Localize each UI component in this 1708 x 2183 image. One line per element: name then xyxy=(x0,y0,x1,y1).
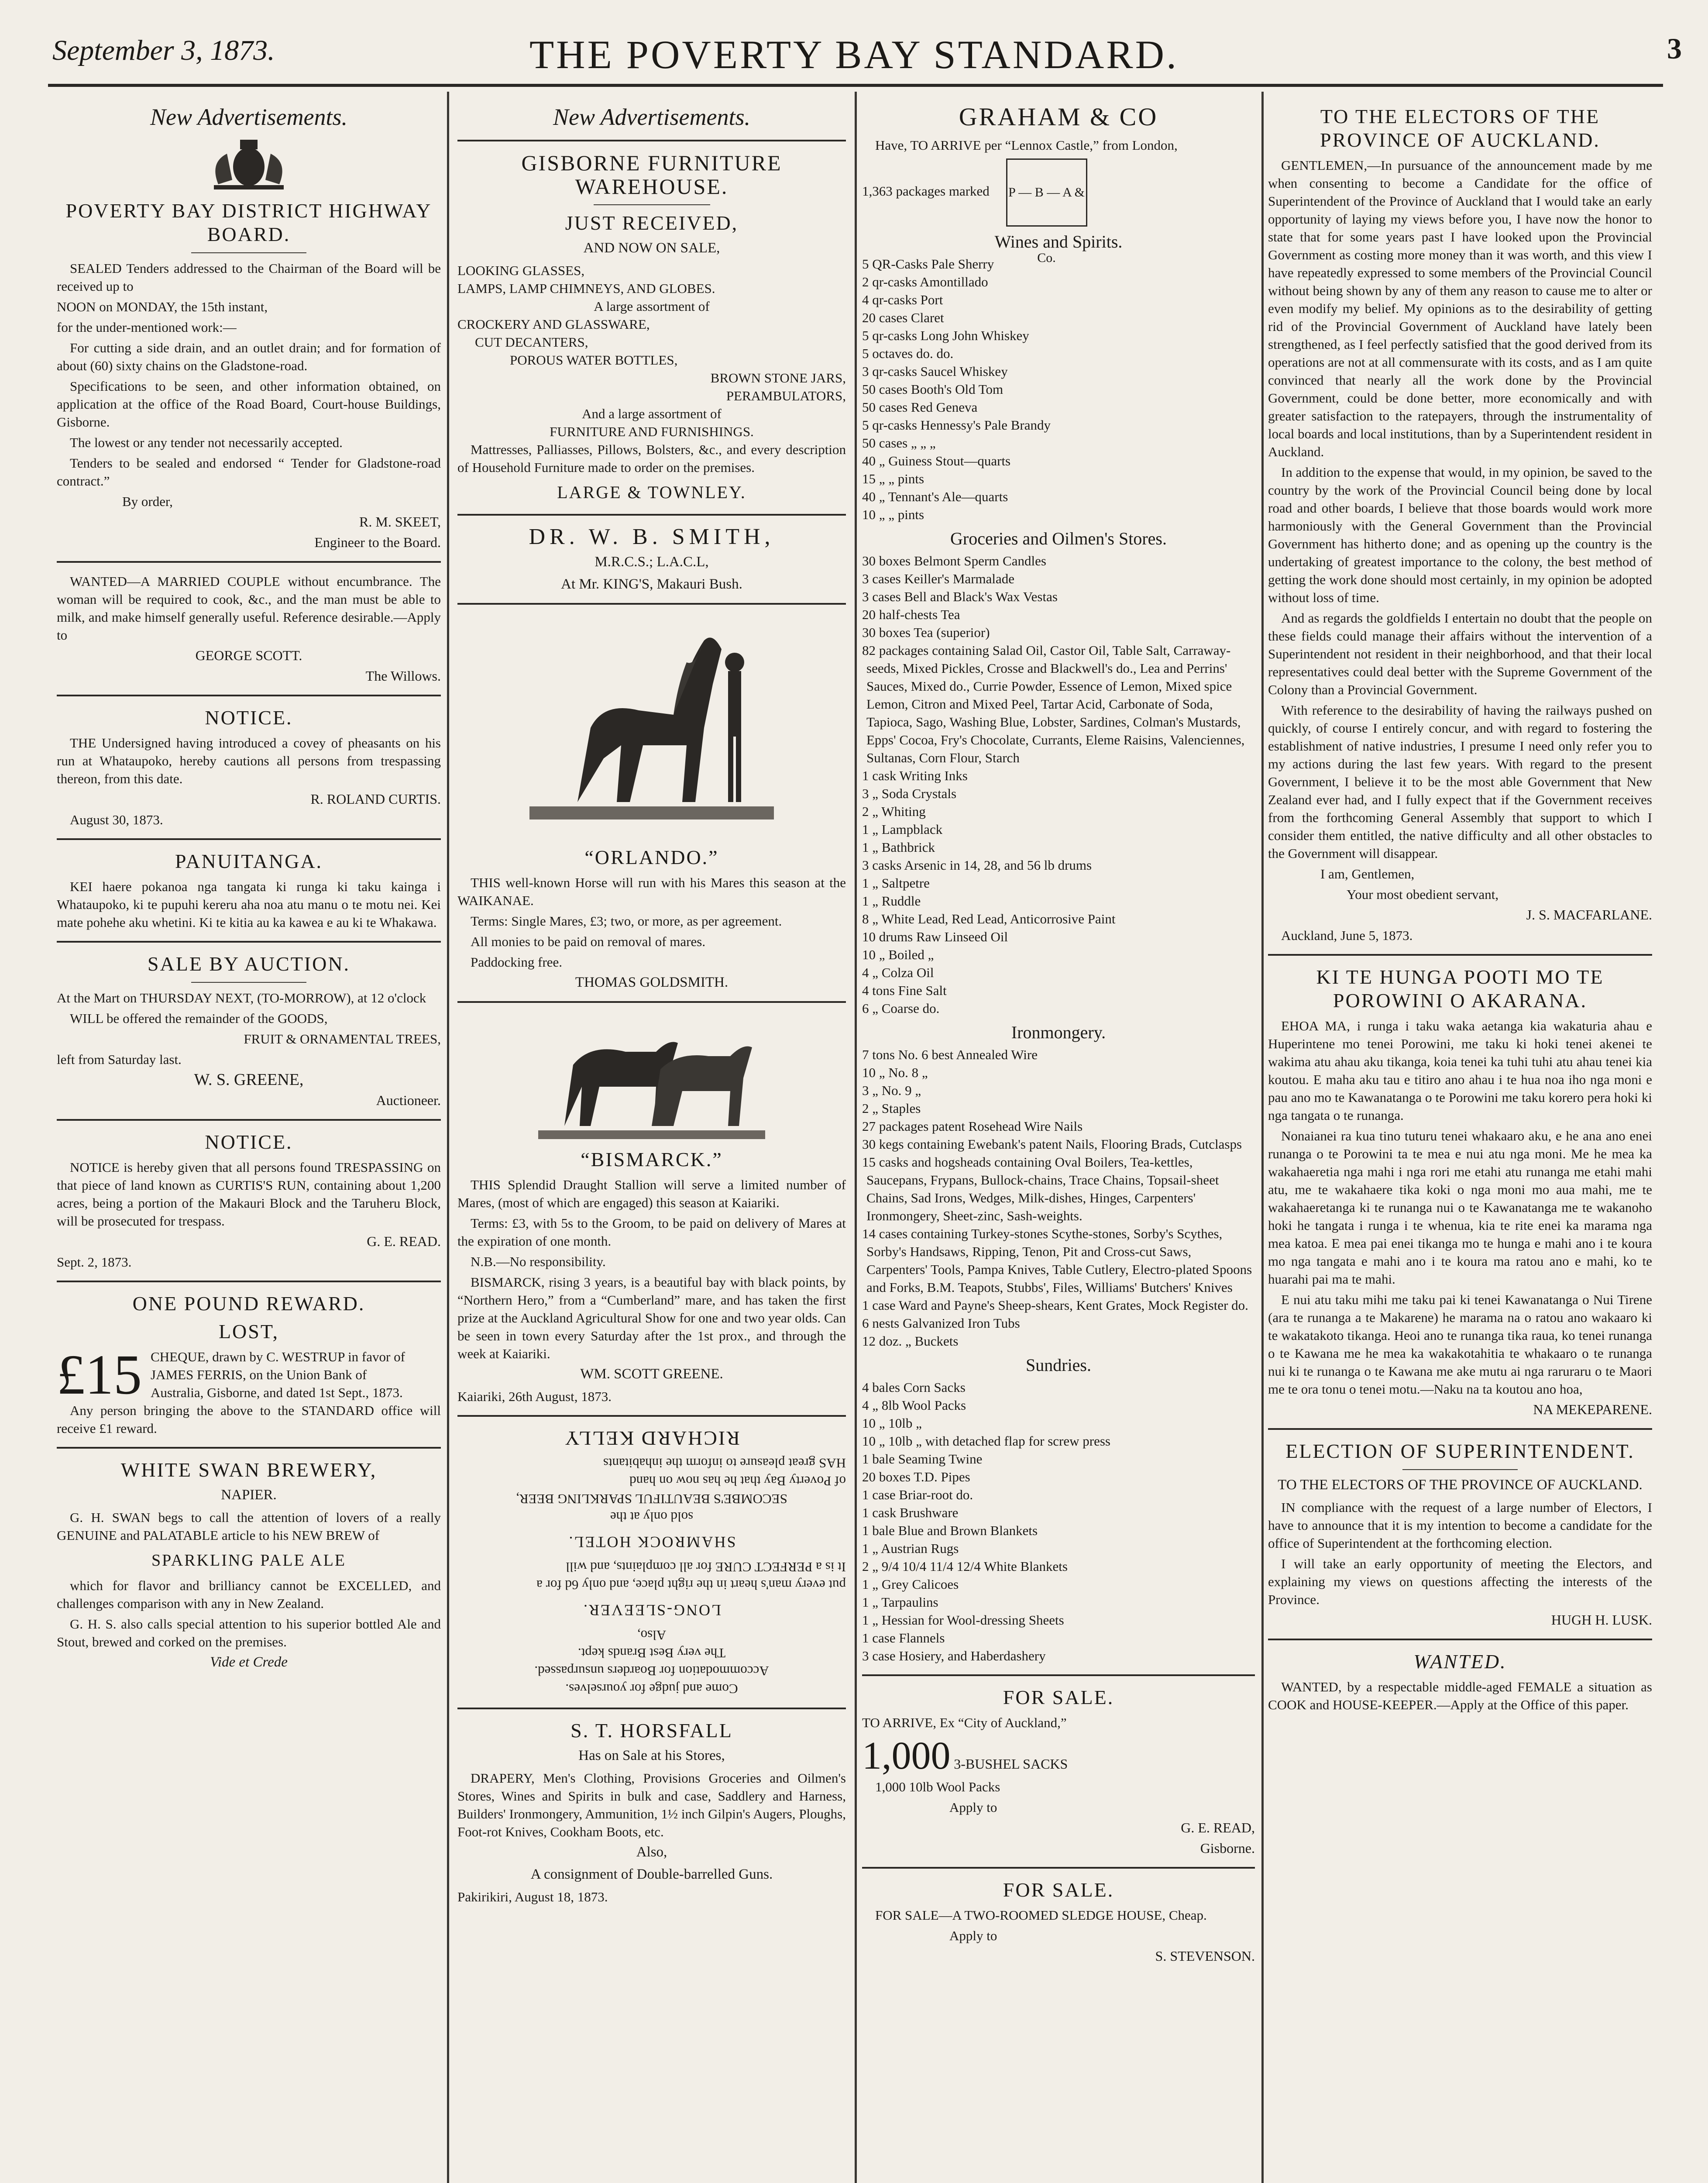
ad-text: Any person bringing the above to the STANDARD office will receive £1 reward. xyxy=(57,1403,441,1436)
list-item: 2 qr-casks Amontillado xyxy=(862,274,988,289)
ad-title: GRAHAM & CO xyxy=(959,103,1158,131)
ad-text: FOR SALE—A TWO-ROOMED SLEDGE HOUSE, Cheap. xyxy=(875,1908,1207,1923)
list-item: 1 cask Writing Inks xyxy=(862,768,968,783)
list-item: 14 cases containing Turkey-stones Scythe-stones, Sorby's Scythes, Sorby's Handsaws, Ripping, Tenon, Pit and Cross-cut Saws, Carpenters' Tools, Pampa Knives, Table Cutlery, Electro-plated Spoons and Forks, B.M. Teapots, Stubbs', Files, Williams' Butchers' Knives xyxy=(862,1226,1252,1295)
ad-title: WHITE SWAN BREWERY, xyxy=(120,1459,377,1481)
ad-title: FOR SALE. xyxy=(1003,1686,1114,1708)
ad-title: “BISMARCK.” xyxy=(581,1148,723,1171)
ad-title: POVERTY BAY DISTRICT HIGHWAY BOARD. xyxy=(65,200,432,245)
signature: G. E. READ, xyxy=(1181,1820,1255,1835)
list-item: 8 „ White Lead, Red Lead, Anticorrosive Paint xyxy=(862,911,1116,926)
list-item: 1 bale Blue and Brown Blankets xyxy=(862,1523,1038,1538)
ad-text: FRUIT & ORNAMENTAL TREES, xyxy=(244,1031,441,1047)
ad-date: Sept. 2, 1873. xyxy=(57,1254,132,1270)
ad-title: RICHARD KELLY xyxy=(564,1427,740,1450)
ad-line: Also, xyxy=(637,1628,667,1643)
ad-line: Also, xyxy=(636,1844,667,1860)
ad-line: A consignment of Double-barrelled Guns. xyxy=(530,1866,773,1882)
ad-subtitle: JUST RECEIVED, xyxy=(565,212,739,234)
ad-line: SECOMBE'S BEAUTIFUL SPARKLING BEER, xyxy=(516,1491,787,1507)
electors-address xyxy=(1268,105,1652,944)
list-item: 4 „ Colza Oil xyxy=(862,965,934,980)
ad-text: Apply to xyxy=(949,1928,997,1943)
list-item: 1 „ Grey Calicoes xyxy=(862,1577,959,1592)
doctor-ad xyxy=(457,525,846,593)
ad-line: It is a PERFECT CURE for all complaints, and will xyxy=(566,1560,846,1575)
list-item: 10 „ 10lb „ with detached flap for screw press xyxy=(862,1433,1110,1449)
ad-subtitle: LOST, xyxy=(218,1320,279,1343)
list-item: 1 case Ward and Payne's Sheep-shears, Kent Grates, Mock Register do. xyxy=(862,1298,1248,1313)
ad-text: 1,363 packages marked xyxy=(862,183,990,199)
ad-subtitle: AND NOW ON SALE, xyxy=(583,240,720,256)
list-item: 20 cases Claret xyxy=(862,310,944,325)
list-item: 10 „ No. 8 „ xyxy=(862,1065,928,1080)
panuitanga-ad xyxy=(57,850,441,931)
superintendent-election-ad xyxy=(1268,1439,1652,1629)
ad-text: For cutting a side drain, and an outlet drain; and for formation of about (60) sixty chains on the Gladstone-road. xyxy=(57,340,441,373)
ad-text: The lowest or any tender not necessarily accepted. xyxy=(70,435,343,450)
list-item: 1 case Flannels xyxy=(862,1630,945,1646)
ad-date: August 30, 1873. xyxy=(70,812,163,827)
ad-text: DRAPERY, Men's Clothing, Provisions Groceries and Oilmen's Stores, Wines and Spirits in bulk and case, Saddlery and Harness, Builders' Ironmongery, Ammunition, 1½ inch Gilpin's Augers, Ploughs, Foot-rot Knives, Cookham Boots, etc. xyxy=(457,1770,846,1839)
ad-text: Have, TO ARRIVE per “Lennox Castle,” from London, xyxy=(875,138,1178,153)
page-header xyxy=(0,0,1708,77)
ad-text: Apply to xyxy=(949,1800,997,1815)
header-rule xyxy=(48,84,1663,87)
ad-text: WANTED, by a respectable middle-aged FEMALE a situation as COOK and HOUSE-KEEPER.—Apply at the Office of this paper. xyxy=(1268,1679,1652,1712)
ad-text: 3-BUSHEL SACKS xyxy=(954,1756,1068,1772)
list-item: 4 tons Fine Salt xyxy=(862,983,947,998)
column-1 xyxy=(57,100,441,2183)
list-item: 1 „ Tarpaulins xyxy=(862,1594,938,1610)
ad-text: With reference to the desirability of having the railways pushed on quickly, of course I entirely concur, and with regard to fostering the establishment of native industries, I presume I need only refer you to my actions during the last few years. With regard to the present Government, I believe it to be the most able Government that New Zealand ever had, and I fully expect that if the Government receives from the forthcoming General Assembly that support to which I consider them entitled, the native difficulty and all other obstacles to the Government will disappear. xyxy=(1268,702,1652,861)
section-subheading: Groceries and Oilmen's Stores. xyxy=(950,529,1167,548)
list-item: 4 „ 8lb Wool Packs xyxy=(862,1398,966,1413)
brewery-ad xyxy=(57,1458,441,1671)
signature: NA MEKEPARENE. xyxy=(1533,1401,1652,1417)
horsfall-ad xyxy=(457,1719,846,1906)
list-item: 3 cases Bell and Black's Wax Vestas xyxy=(862,589,1058,604)
list-item: 1 „ Bathbrick xyxy=(862,840,935,855)
list-item: 4 bales Corn Sacks xyxy=(862,1380,966,1395)
ad-title: FOR SALE. xyxy=(1003,1879,1114,1901)
ad-text: N.B.—No responsibility. xyxy=(471,1254,606,1269)
masthead-title: THE POVERTY BAY STANDARD. xyxy=(529,32,1179,77)
ad-text: I am, Gentlemen, xyxy=(1320,866,1415,881)
list-item: 1 „ Lampblack xyxy=(862,822,943,837)
kelly-ad-upside-down xyxy=(457,1426,846,1698)
list-item: 20 half-chests Tea xyxy=(862,607,960,622)
wanted-couple-ad xyxy=(57,572,441,685)
ad-title: KI TE HUNGA POOTI MO TE POROWINI O AKARANA. xyxy=(1316,966,1604,1012)
ad-subtitle: NAPIER. xyxy=(221,1487,277,1503)
ad-title: DR. W. B. SMITH, xyxy=(529,524,775,549)
ad-date: Pakirikiri, August 18, 1873. xyxy=(457,1889,608,1904)
page-number: 3 xyxy=(1667,32,1682,65)
ad-text: CHEQUE, drawn by C. WESTRUP in favor of JAMES FERRIS, on the Union Bank of Australia, Gisborne, and dated 1st Sept., 1873. xyxy=(151,1349,405,1400)
ad-text: WILL be offered the remainder of the GOODS, xyxy=(70,1011,328,1026)
section-subheading: Ironmongery. xyxy=(1011,1023,1106,1042)
ad-line: LONG-SLEEVER. xyxy=(582,1601,721,1619)
list-item: 10 drums Raw Linseed Oil xyxy=(862,929,1008,944)
signature: J. S. MACFARLANE. xyxy=(1526,907,1652,923)
orlando-ad xyxy=(457,846,846,992)
ad-date: Auckland, June 5, 1873. xyxy=(1281,928,1413,943)
ad-text: G. H. SWAN begs to call the attention of lovers of a really GENUINE and PALATABLE article to his NEW BREW of xyxy=(57,1510,441,1543)
ad-line: The very Best Brands kept. xyxy=(577,1646,726,1661)
list-item: 20 boxes T.D. Pipes xyxy=(862,1469,970,1484)
ad-title: “ORLANDO.” xyxy=(584,846,719,868)
ad-title: TO THE ELECTORS OF THE PROVINCE OF AUCKLAND. xyxy=(1320,105,1600,151)
column-divider xyxy=(1261,92,1264,2183)
ad-text: EHOA MA, i runga i taku waka aetanga kia wakaturia ahau e Huperintene mo tenei Porowini, me taku ki hoki tenei akenei te wakima atu ahau aku tikanga, koia tenei ka tuhi tuhi atu ahau tenei kia koutou. E maha aku tau e titiro ano ahau i te hua noa iho nga moni e pau ano mo te Kawanatanga o te Porowini me taku korero pera hoki ki nga tangata o te runanga. xyxy=(1268,1018,1652,1123)
motto: Vide et Crede xyxy=(210,1654,288,1670)
ad-line: sold only at the xyxy=(610,1509,694,1525)
list-item: 3 „ Soda Crystals xyxy=(862,786,957,801)
ad-line: Come and judge for yourselves. xyxy=(565,1681,738,1697)
list-item: 5 qr-casks Hennessy's Pale Brandy xyxy=(862,417,1051,433)
list-item: 30 kegs containing Ewebank's patent Nails, Flooring Brads, Cutclasps xyxy=(862,1136,1242,1152)
list-item: 4 qr-casks Port xyxy=(862,292,943,307)
signature: G. E. READ. xyxy=(367,1233,441,1249)
ad-text: Tenders to be sealed and endorsed “ Tender for Gladstone-road contract.” xyxy=(57,455,441,489)
ad-title: NOTICE. xyxy=(205,706,293,729)
ad-text: TO ARRIVE, Ex “City of Auckland,” xyxy=(862,1715,1067,1730)
ad-text: Specifications to be seen, and other information obtained, on application at the office of the Road Board, Court-house Buildings, Gisborne. xyxy=(57,379,441,430)
list-item: 1 cask Brushware xyxy=(862,1505,959,1520)
ad-text: which for flavor and brilliancy cannot be EXCELLED, and challenges comparison with any in New Zealand. xyxy=(57,1578,441,1611)
sledge-house-ad xyxy=(862,1878,1255,1965)
ad-title: GISBORNE FURNITURE WAREHOUSE. xyxy=(521,151,782,199)
signature: R. M. SKEET, xyxy=(359,514,441,530)
ad-text: GENTLEMEN,—In pursuance of the announcement made by me when consenting to become a Candidate for the office of Superintendent of the Province of Auckland that I would take an early opportunity of laying my views before you, I have now the honor to state that for some years past I have looked upon the Provincial Government as costing more money than it was worth, and this view I have repeatedly expressed to some members of the Provincial Council without being shown by any of them any reason to cause me to alter or even modify my belief. My opinions as to the desirability of getting rid of the Provincial Government of Auckland have lately been strengthened, as I feel perfectly satisfied that the good derived from its operations are not at all commensurate with its costs, and as I am quite convinced that nearly all the work done by the Provincial Government, could be done better, more economically and with greater satisfaction to the ratepayers, through the instrumentality of local boards and local institutions, than by a Superintendent resident in Auckland. xyxy=(1268,158,1652,459)
ad-text: In addition to the expense that would, in my opinion, be saved to the country by the work of the Provincial Council being done by local road and other boards, I believe that those boards would work more harmoniously with the General Government than the Provincial Government has hitherto done; and as opening up the country is the undertaking of greatest importance to the colony, the best method of getting the work done should most certainly, in my opinion be adopted without loss of time. xyxy=(1268,465,1652,605)
list-item: 12 doz. „ Buckets xyxy=(862,1333,959,1349)
section-heading: New Advertisements. xyxy=(553,104,750,130)
ad-text: Terms: Single Mares, £3; two, or more, as per agreement. xyxy=(471,913,782,929)
ad-line: FURNITURE AND FURNISHINGS. xyxy=(550,424,754,439)
signature: THOMAS GOLDSMITH. xyxy=(575,974,729,990)
list-item: 15 „ „ pints xyxy=(862,471,924,486)
signature: HUGH H. LUSK. xyxy=(1551,1612,1652,1628)
sundries-list xyxy=(862,1378,1255,1665)
horse-engraving-icon xyxy=(529,614,774,841)
auction-ad xyxy=(57,952,441,1109)
ad-text: Your most obedient servant, xyxy=(1347,887,1499,902)
list-item: 1 bale Seaming Twine xyxy=(862,1451,983,1467)
ad-text: Paddocking free. xyxy=(471,954,563,970)
signature: GEORGE SCOTT. xyxy=(195,647,302,663)
ad-title: S. T. HORSFALL xyxy=(570,1719,733,1742)
column-divider xyxy=(855,92,857,2183)
list-item: 3 cases Keiller's Marmalade xyxy=(862,571,1015,586)
ad-text: BISMARCK, rising 3 years, is a beautiful bay with black points, by “Northern Hero,” from a “Cumberland” mare, and has taken the first prize at the Auckland Agricultural Show for one and two year olds. Can be seen in town every Saturday after the 1st prox., and through the week at Kaiariki. xyxy=(457,1274,846,1361)
list-item: 40 „ Tennant's Ale—quarts xyxy=(862,489,1008,504)
column-2 xyxy=(457,100,846,2183)
list-item: 6 „ Coarse do. xyxy=(862,1001,940,1016)
list-item: 1 „ Austrian Rugs xyxy=(862,1541,959,1556)
list-item: 2 „ Whiting xyxy=(862,804,926,819)
list-item: 50 cases „ „ „ xyxy=(862,435,936,451)
ad-text: By order, xyxy=(122,494,173,509)
signature-title: Engineer to the Board. xyxy=(314,534,441,550)
issue-date: September 3, 1873. xyxy=(52,34,275,66)
ad-text: Nonaianei ra kua tino tuturu tenei whakaaro aku, e he ana ano enei runanga o te Porowini ta te mea e nui atu nga moni. Me he mea ka wakahaeretia nga mahi i nga rori me etahi atu runanga me etahi mahi atu, me te wakahaere tika koki o nga moni mo aua mahi, me te wakahaeretanga ki te runanga nui o te Kawanatanga me te wakanoho hoki he tangata i runga i te whenua, kia te rite enei ka marama nga mea katoa. E mea pai enei tikanga mo te hunga e mahi ano i te koura mo nga tangata e mahi ano i te koura ma ratou ano e mahi, ko te huarahi pai ma te mahi. xyxy=(1268,1128,1652,1287)
section-subheading: Sundries. xyxy=(1026,1355,1091,1375)
ad-subtitle: At Mr. KING'S, Makauri Bush. xyxy=(561,576,742,592)
ad-title: SALE BY AUCTION. xyxy=(147,953,351,975)
signature: W. S. GREENE, xyxy=(194,1071,304,1089)
list-item: 27 packages patent Rosehead Wire Nails xyxy=(862,1119,1083,1134)
list-item: 7 tons No. 6 best Annealed Wire xyxy=(862,1047,1038,1062)
list-item: 50 cases Red Geneva xyxy=(862,399,978,415)
sacks-for-sale-ad xyxy=(862,1686,1255,1857)
trespass-notice-ad xyxy=(57,1130,441,1271)
ad-product: SPARKLING PALE ALE xyxy=(151,1551,347,1570)
ad-text: KEI haere pokanoa nga tangata ki runga ki taku kainga i Whataupoko, ki te pupuhi kereru aha noa atu manu o te motu nei. Kei mate pohehe aku whetini. Ki te kitia au ka kawea e au ki te Whakawa. xyxy=(57,879,441,930)
ad-line: CUT DECANTERS, xyxy=(475,334,588,350)
ad-line: Accommodation for Boarders unsurpassed. xyxy=(534,1663,769,1679)
maori-electors-address xyxy=(1268,965,1652,1419)
ad-text: E nui atu taku mihi me taku pai ki tenei Kawanatanga o Nui Tirene (ara te runanga a te Makarene) he marama na o ratou ano wakaaro ki te wakatakoto tikanga. Heoi ano te runanga tika raua, ko tenei runanga o te Kawana me he mea ka wakakotahitia te whakaaro o te runanga nui ki te runanga o te Kawana me ake mutu ai nga raruraru o te Maori me te ora tonu o tenei motu.—Naku na ta koutou ano hoa, xyxy=(1268,1292,1652,1397)
ad-line: SHAMROCK HOTEL. xyxy=(567,1533,736,1551)
ad-line: LAMPS, LAMP CHIMNEYS, AND GLOBES. xyxy=(457,281,715,296)
highway-board-ad xyxy=(57,199,441,551)
signature: S. STEVENSON. xyxy=(1155,1948,1255,1964)
ad-text: G. H. S. also calls special attention to his superior bottled Ale and Stout, brewed and corked on the premises. xyxy=(57,1616,441,1649)
ad-line: A large assortment of xyxy=(594,299,710,314)
ad-line: LOOKING GLASSES, xyxy=(457,263,585,278)
notice-ad xyxy=(57,706,441,829)
list-item: 1 „ Hessian for Wool-dressing Sheets xyxy=(862,1612,1064,1628)
list-item: 3 qr-casks Saucel Whiskey xyxy=(862,364,1008,379)
ad-text: Terms: £3, with 5s to the Groom, to be paid on delivery of Mares at the expiration of one month. xyxy=(457,1215,846,1249)
list-item: 1 „ Saltpetre xyxy=(862,875,930,891)
ad-text: THIS well-known Horse will run with his Mares this season at the WAIKANAE. xyxy=(457,875,846,908)
signature-place: Gisborne. xyxy=(1200,1840,1255,1856)
ad-line: And a large assortment of xyxy=(582,406,722,421)
shipping-mark: P — B — A & Co. xyxy=(1006,158,1087,227)
ad-title: PANUITANGA. xyxy=(175,850,323,872)
list-item: 2 „ Staples xyxy=(862,1101,921,1116)
section-heading: New Advertisements. xyxy=(150,104,347,130)
ad-text: NOON on MONDAY, the 15th instant, xyxy=(57,299,268,314)
ironmongery-list xyxy=(862,1046,1255,1350)
column-3 xyxy=(862,100,1255,2183)
ad-title: ONE POUND REWARD. xyxy=(132,1292,365,1315)
list-item: 2 „ 9/4 10/4 11/4 12/4 White Blankets xyxy=(862,1559,1068,1574)
ad-line: HAS great pleasure to inform the inhabitants xyxy=(603,1456,846,1471)
bismarck-ad xyxy=(457,1148,846,1405)
ad-text: left from Saturday last. xyxy=(57,1052,182,1067)
list-item: 10 „ 10lb „ xyxy=(862,1415,922,1431)
ad-text: THIS Splendid Draught Stallion will serve a limited number of Mares, (most of which are engaged) this season at Kaiariki. xyxy=(457,1177,846,1210)
ad-text: All monies to be paid on removal of mares. xyxy=(471,934,706,949)
list-item: 30 boxes Tea (superior) xyxy=(862,625,990,640)
ad-date: Kaiariki, 26th August, 1873. xyxy=(457,1389,612,1404)
ad-text: for the under-mentioned work:— xyxy=(57,320,237,335)
ad-text: 1,000 10lb Wool Packs xyxy=(875,1779,1000,1794)
ad-line: BROWN STONE JARS, xyxy=(710,370,846,386)
list-item: 1 „ Ruddle xyxy=(862,893,921,909)
list-item: 10 „ Boiled „ xyxy=(862,947,934,962)
ad-text: SEALED Tenders addressed to the Chairman of the Board will be received up to xyxy=(57,261,441,294)
ad-line: POROUS WATER BOTTLES, xyxy=(510,352,678,368)
column-divider xyxy=(447,92,449,2183)
ad-line: PERAMBULATORS, xyxy=(726,388,846,403)
list-item: 3 case Hosiery, and Haberdashery xyxy=(862,1648,1046,1663)
furniture-ad xyxy=(457,151,846,504)
ad-text: Mattresses, Palliasses, Pillows, Bolsters, &c., and every description of Household Furniture made to order on the premises. xyxy=(457,442,846,475)
list-item: 5 QR-Casks Pale Sherry xyxy=(862,256,994,272)
ad-title: ELECTION OF SUPERINTENDENT. xyxy=(1285,1440,1635,1462)
reward-ad xyxy=(57,1292,441,1437)
ad-text: IN compliance with the request of a large number of Electors, I have to announce that it is my intention to become a candidate for the office of Superintendent at the forthcoming election. xyxy=(1268,1500,1652,1551)
ad-line: put every man's heart in the right place, and only 6d for a xyxy=(536,1577,846,1593)
ad-subtitle: TO THE ELECTORS OF THE PROVINCE OF AUCKLAND. xyxy=(1278,1477,1643,1493)
list-item: 82 packages containing Salad Oil, Castor Oil, Table Salt, Carraway-seeds, Mixed Pickles, Crosse and Blackwell's do., Lea and Perrins' Sauces, Mixed do., Currie Powder, Essence of Lemon, Mixed spice Lemon, Citron and Mixed Peel, Tartar Acid, Carbonate of Soda, Tapioca, Sago, Washing Blue, Lobster, Sardines, Colman's Mustards, Epps' Cocoa, Fry's Chocolate, Currants, Eleme Raisins, Valenciennes, Sultanas, Corn Flour, Starch xyxy=(862,643,1245,765)
list-item: 6 nests Galvanized Iron Tubs xyxy=(862,1315,1020,1331)
ad-text: I will take an early opportunity of meeting the Electors, and explaining my views on questions affecting the interests of the Province. xyxy=(1268,1556,1652,1607)
list-item: 5 qr-casks Long John Whiskey xyxy=(862,328,1029,343)
ad-line: CROCKERY AND GLASSWARE, xyxy=(457,317,650,332)
signature: LARGE & TOWNLEY. xyxy=(557,482,746,502)
ad-text: WANTED—A MARRIED COUPLE without encumbrance. The woman will be required to cook, &c., and the man must be able to milk, and make himself generally useful. Reference desirable.—Apply to xyxy=(57,574,441,643)
wanted-cook-ad xyxy=(1268,1650,1652,1714)
coat-of-arms-icon xyxy=(201,136,297,193)
ad-title: WANTED. xyxy=(1413,1650,1507,1673)
list-item: 10 „ „ pints xyxy=(862,507,924,522)
ad-text: THE Undersigned having introduced a covey of pheasants on his run at Whataupoko, hereby cautions all persons from trespassing thereon, from this date. xyxy=(57,735,441,786)
ad-title: NOTICE. xyxy=(205,1131,293,1153)
ad-subtitle: M.R.C.S.; L.A.C.L, xyxy=(595,554,709,570)
list-item: 3 casks Arsenic in 14, 28, and 56 lb drums xyxy=(862,857,1092,873)
ad-subtitle: Has on Sale at his Stores, xyxy=(578,1748,725,1763)
signature: R. ROLAND CURTIS. xyxy=(310,791,441,807)
quantity: 1,000 xyxy=(862,1734,951,1777)
signature: WM. SCOTT GREENE. xyxy=(580,1366,723,1382)
list-item: 3 „ No. 9 „ xyxy=(862,1083,921,1098)
column-4 xyxy=(1268,100,1652,2183)
list-item: 50 cases Booth's Old Tom xyxy=(862,382,1003,397)
list-item: 15 casks and hogsheads containing Oval Boilers, Tea-kettles, Saucepans, Frypans, Bullock-chains, Trace Chains, Topsail-sheet Chains, Sad Irons, Wedges, Milk-dishes, Hinges, Carpenters' Ironmongery, Sheet-zinc, Sash-weights. xyxy=(862,1154,1219,1223)
signature-title: Auctioneer. xyxy=(376,1092,441,1108)
section-subheading: Wines and Spirits. xyxy=(994,232,1123,251)
ad-line: of Poverty Bay that he has now on hand xyxy=(629,1474,846,1489)
reward-amount: £15 xyxy=(57,1343,142,1406)
draught-horses-icon xyxy=(538,1012,765,1143)
list-item: 1 case Briar-root do. xyxy=(862,1487,973,1502)
ad-text: And as regards the goldfields I entertain no doubt that the people on these fields could manage their affairs without the intervention of a Superintendent not resident in their neighborhood, and that their local representatives could deal better with the Supreme Government of the Colony than a Provincial Government. xyxy=(1268,610,1652,697)
wines-list xyxy=(862,255,1255,523)
ad-text: NOTICE is hereby given that all persons found TRESPASSING on that piece of land known as CURTIS'S RUN, containing about 1,200 acres, being a portion of the Makauri Block and the Taruheru Block, will be prosecuted for trespass. xyxy=(57,1160,441,1229)
ad-text: At the Mart on THURSDAY NEXT, (TO-MORROW), at 12 o'clock xyxy=(57,990,426,1005)
list-item: 40 „ Guiness Stout—quarts xyxy=(862,453,1011,468)
list-item: 5 octaves do. do. xyxy=(862,346,954,361)
groceries-list xyxy=(862,552,1255,1017)
signature-place: The Willows. xyxy=(365,668,441,684)
list-item: 30 boxes Belmont Sperm Candles xyxy=(862,553,1046,568)
